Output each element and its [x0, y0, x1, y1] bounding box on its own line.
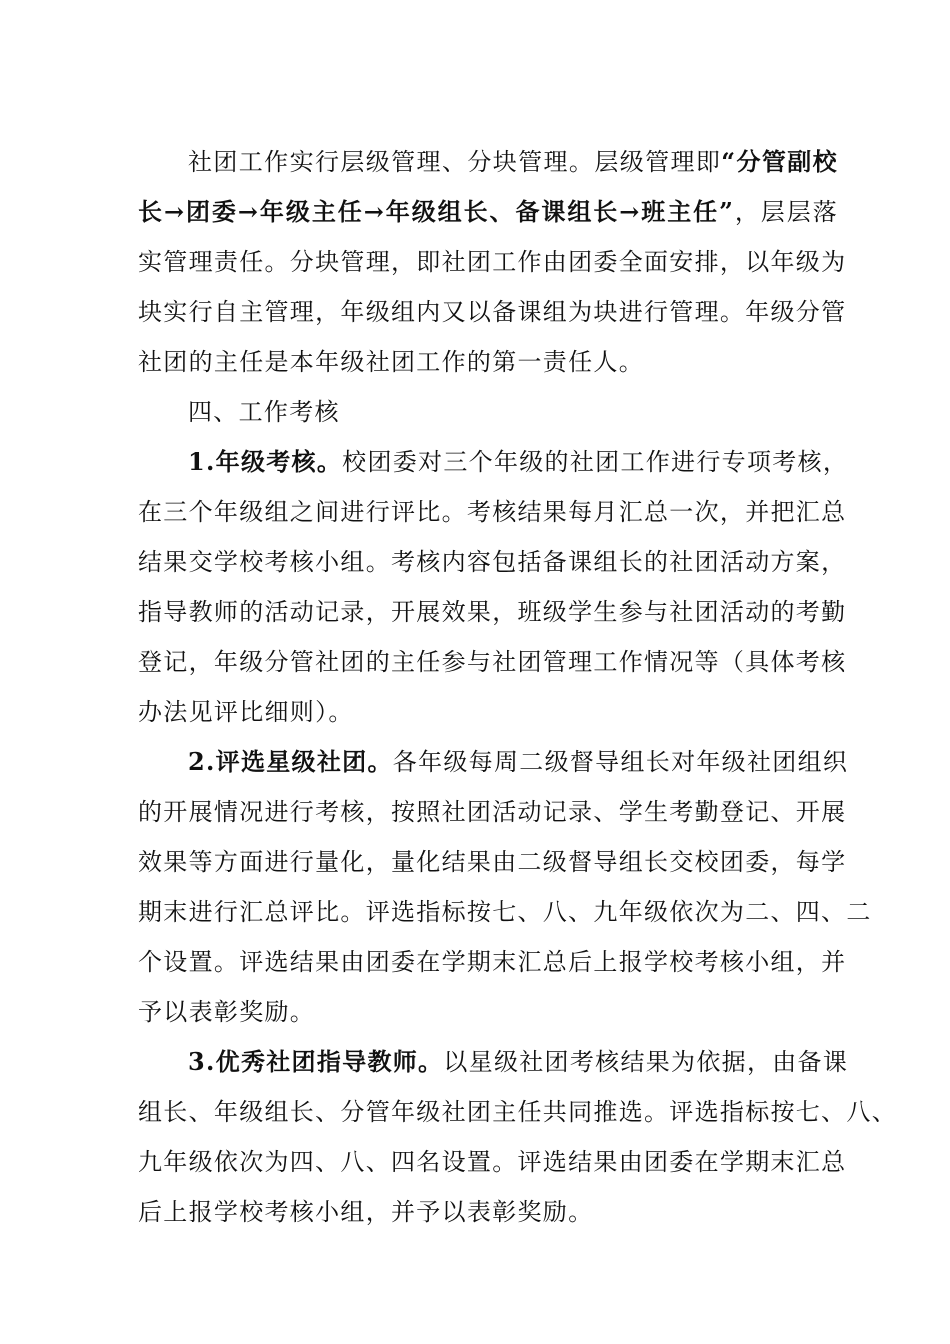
section-heading: 四、工作考核	[188, 398, 340, 426]
text-run: 校团委对三个年级的社团工作进行专项考核，	[342, 448, 849, 476]
bold-text-run: 长→团委→年级主任→年级组长、备课组长→班主任”	[138, 197, 735, 226]
text-run: ，层层落	[734, 198, 838, 226]
text-run: 社团工作实行层级管理、分块管理。层级管理即	[188, 148, 722, 176]
paragraph-line: 后上报学校考核小组，并予以表彰奖励。	[138, 1198, 594, 1226]
paragraph-line	[188, 1047, 849, 1077]
paragraph-line: 期末进行汇总评比。评选指标按七、八、九年级依次为二、四、二	[138, 898, 872, 926]
item-label: 1.年级考核。	[188, 447, 343, 476]
paragraph-line	[188, 747, 849, 777]
item-label: 3.优秀社团指导教师。	[188, 1047, 444, 1076]
paragraph-line: 块实行自主管理，年级组内又以备课组为块进行管理。年级分管	[138, 298, 847, 326]
paragraph-line: 办法见评比细则）。	[138, 698, 354, 726]
text-run: 各年级每周二级督导组长对年级社团组织	[392, 748, 849, 776]
paragraph-line: 效果等方面进行量化，量化结果由二级督导组长交校团委，每学	[138, 848, 847, 876]
paragraph-line: 组长、年级组长、分管年级社团主任共同推选。评选指标按七、八、	[138, 1098, 897, 1126]
paragraph-line	[188, 147, 838, 177]
paragraph-line: 九年级依次为四、八、四名设置。评选结果由团委在学期末汇总	[138, 1148, 847, 1176]
text-run: 以星级社团考核结果为依据，由备课	[443, 1048, 849, 1076]
paragraph-line: 登记，年级分管社团的主任参与社团管理工作情况等（具体考核	[138, 648, 847, 676]
paragraph-line: 社团的主任是本年级社团工作的第一责任人。	[138, 348, 644, 376]
paragraph-line: 指导教师的活动记录，开展效果，班级学生参与社团活动的考勤	[138, 598, 847, 626]
paragraph-line: 的开展情况进行考核，按照社团活动记录、学生考勤登记、开展	[138, 798, 847, 826]
paragraph-line	[188, 447, 849, 477]
item-label: 2.评选星级社团。	[188, 747, 393, 776]
paragraph-line: 个设置。评选结果由团委在学期末汇总后上报学校考核小组，并	[138, 948, 847, 976]
paragraph-line: 予以表彰奖励。	[138, 998, 316, 1026]
bold-text-run: “分管副校	[721, 147, 838, 176]
paragraph-line: 在三个年级组之间进行评比。考核结果每月汇总一次，并把汇总	[138, 498, 847, 526]
paragraph-line	[138, 197, 838, 227]
paragraph-line: 实管理责任。分块管理，即社团工作由团委全面安排，以年级为	[138, 248, 847, 276]
paragraph-line: 结果交学校考核小组。考核内容包括备课组长的社团活动方案，	[138, 548, 847, 576]
